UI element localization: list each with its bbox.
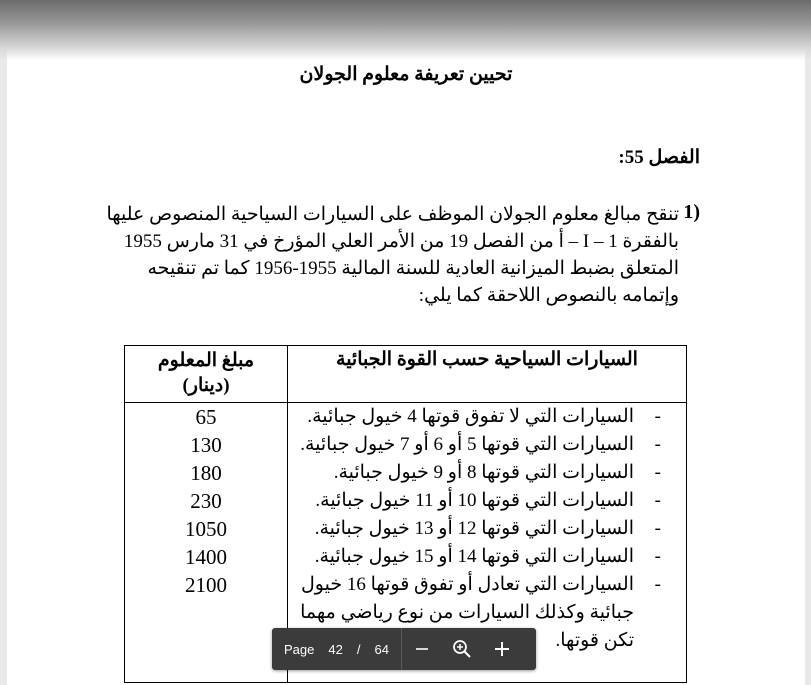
vehicle-category: السيارات التي قوتها 8 أو 9 خيول جبائية.	[333, 462, 634, 483]
vehicle-category: السيارات التي قوتها 10 أو 11 خيول جبائية.	[315, 490, 634, 511]
table-body	[125, 403, 686, 655]
fee-amount: 130	[190, 433, 222, 457]
paragraph-line: بالفقرة I – 1 – أ من الفصل 19 من الأمر العلي المؤرخ في 31 مارس 1955	[123, 231, 679, 252]
table-row	[125, 487, 686, 515]
zoom-fit-icon	[452, 639, 472, 659]
table-row	[125, 459, 686, 487]
table-row	[125, 431, 686, 459]
current-page-input[interactable]: 42	[328, 641, 343, 657]
list-dash: -	[654, 406, 661, 427]
vehicle-category: السيارات التي قوتها 12 أو 13 خيول جبائية.	[314, 518, 634, 539]
fee-amount: 1400	[185, 545, 227, 569]
page-indicator	[272, 628, 401, 670]
list-dash: -	[654, 574, 661, 595]
chapter-heading: الفصل 55:	[618, 147, 700, 168]
vehicle-category: السيارات التي قوتها 14 أو 15 خيول جبائية.	[314, 546, 634, 567]
vehicle-category: السيارات التي تعادل أو تفوق قوتها 16 خيول جبائية وكذلك السيارات من نوع رياضي مهما تكن قوتها.	[300, 574, 634, 651]
list-dash: -	[654, 518, 661, 539]
fee-amount: 65	[195, 405, 217, 429]
document-page	[7, 0, 805, 685]
paragraph-number: 1)	[683, 201, 700, 223]
list-dash: -	[654, 462, 661, 483]
paragraph-line: وإتمامه بالنصوص اللاحقة كما يلي:	[418, 285, 679, 306]
table-row	[125, 403, 686, 431]
vehicle-category: السيارات التي لا تفوق قوتها 4 خيول جبائية.	[307, 406, 634, 427]
table-row	[125, 543, 686, 571]
page-title: تحيين تعريفة معلوم الجولان	[299, 64, 513, 85]
table-header-amount	[125, 348, 287, 398]
table-header-vehicles: السيارات السياحية حسب القوة الجبائية	[336, 349, 638, 370]
table-header-amount-label: مبلغ المعلوم	[157, 350, 255, 371]
pdf-viewer-toolbar	[272, 628, 536, 670]
paragraph-text	[99, 201, 679, 309]
page-separator: /	[356, 641, 361, 657]
list-dash: -	[654, 546, 661, 567]
paragraph-line: تنقح مبالغ معلوم الجولان الموظف على السيارات السياحية المنصوص عليها	[106, 204, 679, 225]
total-pages: 64	[374, 641, 389, 657]
zoom-in-icon	[494, 641, 510, 657]
zoom-fit-button[interactable]	[442, 628, 482, 670]
table-header-amount-unit: (دينار)	[182, 375, 230, 396]
paragraph-line: المتعلق بضبط الميزانية العادية للسنة المالية 1955-1956 كما تم تنقيحه	[147, 258, 679, 279]
fee-amount: 230	[190, 489, 222, 513]
zoom-out-icon	[414, 641, 430, 657]
zoom-out-button[interactable]	[402, 628, 442, 670]
vehicle-category: السيارات التي قوتها 5 أو 6 أو 7 خيول جبائية.	[300, 434, 634, 455]
fee-amount: 180	[190, 461, 222, 485]
table-row	[125, 515, 686, 543]
list-dash: -	[654, 434, 661, 455]
fee-amount: 1050	[185, 517, 227, 541]
fee-amount: 2100	[185, 573, 227, 597]
zoom-in-button[interactable]	[482, 628, 522, 670]
list-dash: -	[654, 490, 661, 511]
page-label: Page	[284, 641, 315, 657]
